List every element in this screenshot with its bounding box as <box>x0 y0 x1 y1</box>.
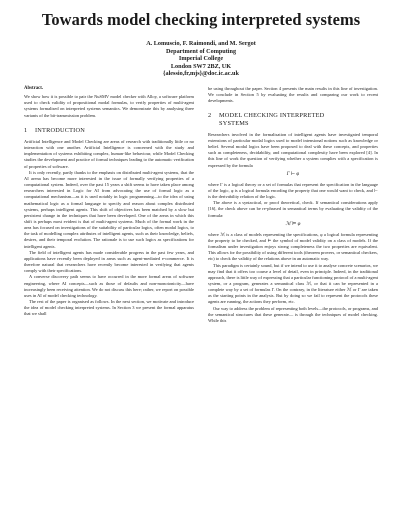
section-1-title: INTRODUCTION <box>35 126 85 134</box>
intro-paragraph-1: Artificial Intelligence and Model Checking are areas of research with traditionally little or no interaction with one another. Artificial Intelligence is concerned with the study and implementation of systems exhibiting complex, human-like behaviour, while Model Checking studies the development and practice of formal techniques leading to the automatic verification of properties of software. <box>24 138 194 169</box>
section-2-heading <box>208 112 378 126</box>
author-address: London SW7 2BZ, UK <box>170 62 232 70</box>
right-column <box>208 86 378 324</box>
intro-paragraph-5: The rest of the paper is organised as follows. In the next section, we motivate and introduce the idea of model checking interpreted systems. In Section 3 we present the formal apparatus that we shall <box>24 299 194 317</box>
author-names: A. Lomuscio, F. Raimondi, and M. Sergot <box>146 40 256 47</box>
left-column <box>24 86 194 318</box>
section-2-paragraph-3: The above is a syntactical, or proof theoretical, check. If semantical considerations apply [16], the check above can be re-phrased in semantical terms by evaluating the validity of the formula: <box>208 200 378 218</box>
section-2-title-line-2: SYSTEMS <box>219 119 249 127</box>
equation-derivability: Γ ⊢ φ <box>286 171 300 177</box>
intro-paragraph-4: A converse discovery path seems to have occurred in the more formal areas of software engineering, where AI concepts—such as those of defaults and non-monotonicity—have increasingly been receiving attention. We do not discuss this here; rather, we report on possible uses in AI of model checking technology. <box>24 274 194 298</box>
author-block <box>24 40 378 78</box>
equation-validity: ℳ ⊨ φ <box>285 221 301 227</box>
section-1-number: 1 <box>24 126 28 134</box>
intro-paragraph-2: It is only recently, partly thanks to the emphasis on distributed multi-agent systems, that the AI arena has become more interested in the issue of formally verifying properties of a computational system. Indeed, over the past 15 years a shift seems to have taken place among researchers interested in Logic for AI from advocating the use of formal logic as a computational mechanism—as it is used notably in logic programming—to the idea of using mathematical logic as a formal language to specify and reason about complex distributed systems, perhaps intelligent agents. This shift of objectives has been matched by a slow but persistent change in the techniques that have been developed. One of the areas in which this shift is perhaps most evident is that of multi-agent systems. Much of the formal work in the area has focused on investigations of the suitability of particular logics, often modal logics, to the task of modelling complex attributes of intelligent agents, such as their knowledge, beliefs, desires, and their temporal evolution. The rationale is to use such logics as specifications for intelligent agents. <box>24 169 194 249</box>
section-2-paragraph-6: Our way to address the problem of representing both levels—the protocols, or programs, and the semantical structures that these generate— is through the techniques of model checking. While this <box>208 305 379 323</box>
section-2-paragraph-1: Researchers involved in the formalisation of intelligent agents have investigated temporal extensions of particular modal logics used to model intensional notions such as knowledge or belief. Several modal logics have been proposed to deal with these concepts, and properties such as completeness, decidability, and computational complexity have been explored [4]. In this line of work the question of verifying whether a system complies with a specification is expressed by the formula <box>208 131 378 168</box>
author-department: Department of Computing <box>165 47 237 55</box>
section-1-heading <box>24 127 194 134</box>
intro-continuation: be using throughout the paper. Section 4 presents the main results in this line of investigation. We conclude in Section 5 by evaluating the results and comparing our work to recent developments. <box>208 85 378 104</box>
author-email: {alessio,fr,mjs}@doc.ic.ac.uk <box>163 70 239 78</box>
paper-title: Towards model checking interpreted systems <box>41 10 361 29</box>
section-2-title-line-1: MODEL CHECKING INTERPRETED <box>219 112 325 120</box>
abstract-text: We show how it is possible to pair the NuSMV model checker with Alloy, a software platform used to check validity of propositional modal formulas, to verify properties of multi-agent systems formalised on interpreted systems semantics. We demonstrate this by analysing three variants of the bit-transmission problem. <box>24 94 194 118</box>
section-2-paragraph-2: where Γ is a logical theory or a set of formulas that represent the specification in the language of the logic, φ is a logical formula encoding the property that one would want to check, and ⊢ is the derivability relation of the logic. <box>208 181 378 200</box>
intro-paragraph-3: The field of intelligent agents has made considerable progress in the past few years, and applications have recently been deployed in areas such as agent-mediated e-commerce. It is therefore natural that researchers have recently become interested in verifying that agents comply with their specifications. <box>24 249 194 274</box>
section-2-paragraph-5: This paradigm is certainly sound, but if we intend to use it to analyse concrete scenarios, we may find that it offers too coarse a level of detail, even in principle. Indeed, in the traditional approach, there is little way of expressing that a particular functioning protocol of a multi-agent system, or a program, generates a semantical class ℳ, or that it can be represented in a complete way by a set of formulas Γ. On the contrary, in the literature either ℳ or Γ are taken as the starting points in the analysis. But by doing so we fail to represent the protocols these agents are running, the actions they perform, etc. <box>208 262 378 305</box>
section-2-number: 2 <box>208 112 212 120</box>
section-2-paragraph-4: where ℳ is a class of models representing the specifications, φ a logical formula representing the property to be checked, and ⊨ the symbol of model validity on a class of models. If the formalism under investigation enjoys strong completeness the two properties are equivalent. This allows for the possibility of using different tools (theorem provers, or semantical checkers, etc) to check the validity of the relations above in an automatic way. <box>208 231 378 262</box>
two-column-body <box>24 86 378 324</box>
abstract-heading: Abstract. <box>24 85 44 91</box>
author-institution: Imperial College <box>178 55 224 63</box>
